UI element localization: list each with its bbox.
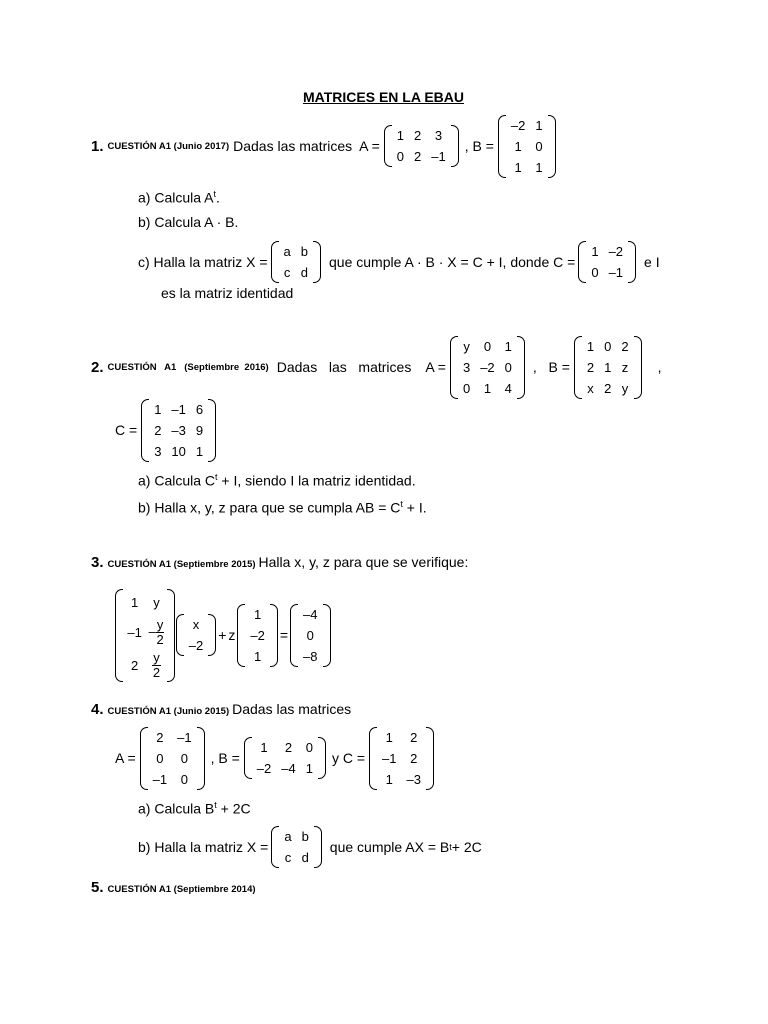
matrix-label: y C = xyxy=(331,750,366,766)
vector-xy: x –2 xyxy=(176,614,216,656)
question-tag: CUESTIÓN A1 (Septiembre 2014) xyxy=(107,884,256,895)
matrix-label: C = xyxy=(115,422,138,438)
question-intro: Dadas las matrices xyxy=(276,359,412,375)
item-b: b) Calcula A · B. xyxy=(138,214,239,230)
question-2-matrix-c-row xyxy=(115,400,216,460)
question-tag: CUESTIÓN A1 (Septiembre 2016) xyxy=(107,361,269,373)
matrix-b: 1 2 0 –2 –4 1 xyxy=(244,737,326,779)
item-a: a) Calcula $A^t$. xyxy=(138,189,220,206)
matrix-x: a b c d xyxy=(271,826,321,868)
item-b: b) Halla la matriz X = a b c d que cumple AX = B t + 2C xyxy=(138,827,482,867)
matrix-label: , B = xyxy=(210,750,240,766)
question-intro: Dadas las matrices xyxy=(233,138,353,154)
question-number: 1. xyxy=(91,137,104,155)
separator: , xyxy=(657,359,662,375)
item-a: a) Calcula $B^t + 2C$ xyxy=(138,800,251,817)
question-5-header xyxy=(91,879,256,896)
equals-sign: = xyxy=(279,627,289,643)
matrix-c: 1 –2 0 –1 xyxy=(578,241,636,283)
matrix-label: , B = xyxy=(532,359,570,375)
plus-sign: + xyxy=(218,627,227,643)
matrix-c: 1 2 –1 2 1 –3 xyxy=(369,727,434,790)
question-number: 2. xyxy=(91,358,104,376)
matrix-a: 2 –1 0 0 –1 0 xyxy=(140,727,205,790)
matrix-c: 1 –1 6 2 –3 9 3 10 1 xyxy=(141,399,216,462)
question-number: 5. xyxy=(91,879,104,896)
item-c-continuation: es la matriz identidad xyxy=(161,285,294,301)
question-1-header xyxy=(91,118,556,174)
question-intro: Dadas las matrices xyxy=(232,701,352,717)
matrix-a: y 0 1 3 –2 0 0 1 4 xyxy=(450,336,525,399)
question-4-matrices xyxy=(115,728,434,788)
vector-z: 1 –2 1 xyxy=(237,604,277,667)
question-4-header xyxy=(91,701,351,718)
item-c: c) Halla la matriz X = a b c d que cumple A · B · X = C + I, donde C = 1 –2 0 –1 e I xyxy=(138,241,660,283)
question-number: 4. xyxy=(91,701,104,718)
variable-z: z xyxy=(228,627,236,643)
matrix-label: A = xyxy=(115,750,136,766)
question-tag: CUESTIÓN A1 (Junio 2015) xyxy=(107,706,230,717)
item-b: b) Halla x, y, z para que se cumpla AB = $C^t + I$. xyxy=(138,499,427,516)
matrix-b: –2 1 1 0 1 1 xyxy=(498,115,556,178)
matrix-b: 1 0 2 2 1 z x 2 y xyxy=(574,336,642,399)
matrix-label: A = xyxy=(359,138,380,154)
vector-result: –4 0 –8 xyxy=(290,604,330,667)
matrix-a: 1 2 3 0 2 –1 xyxy=(384,125,459,167)
question-3-equation xyxy=(115,581,331,689)
matrix-x: a b c d xyxy=(271,241,321,283)
matrix-m: 1 y –1 – $\frac{y}{2}$ 2 $\frac{y}{2}$ xyxy=(115,589,175,682)
matrix-label: , B = xyxy=(464,138,494,154)
question-tag: CUESTIÓN A1 (Septiembre 2015) xyxy=(107,559,256,570)
question-3-header xyxy=(91,554,468,571)
matrix-label: A = xyxy=(425,359,446,375)
item-a: a) Calcula $C^t + I$, siendo I la matriz identidad. xyxy=(138,472,416,489)
question-tag: CUESTIÓN A1 (Junio 2017) xyxy=(107,140,230,152)
question-2-header xyxy=(91,337,661,397)
page-title: MATRICES EN LA EBAU xyxy=(303,89,464,105)
question-intro: Halla x, y, z para que se verifique: xyxy=(258,554,469,570)
question-number: 3. xyxy=(91,554,104,571)
